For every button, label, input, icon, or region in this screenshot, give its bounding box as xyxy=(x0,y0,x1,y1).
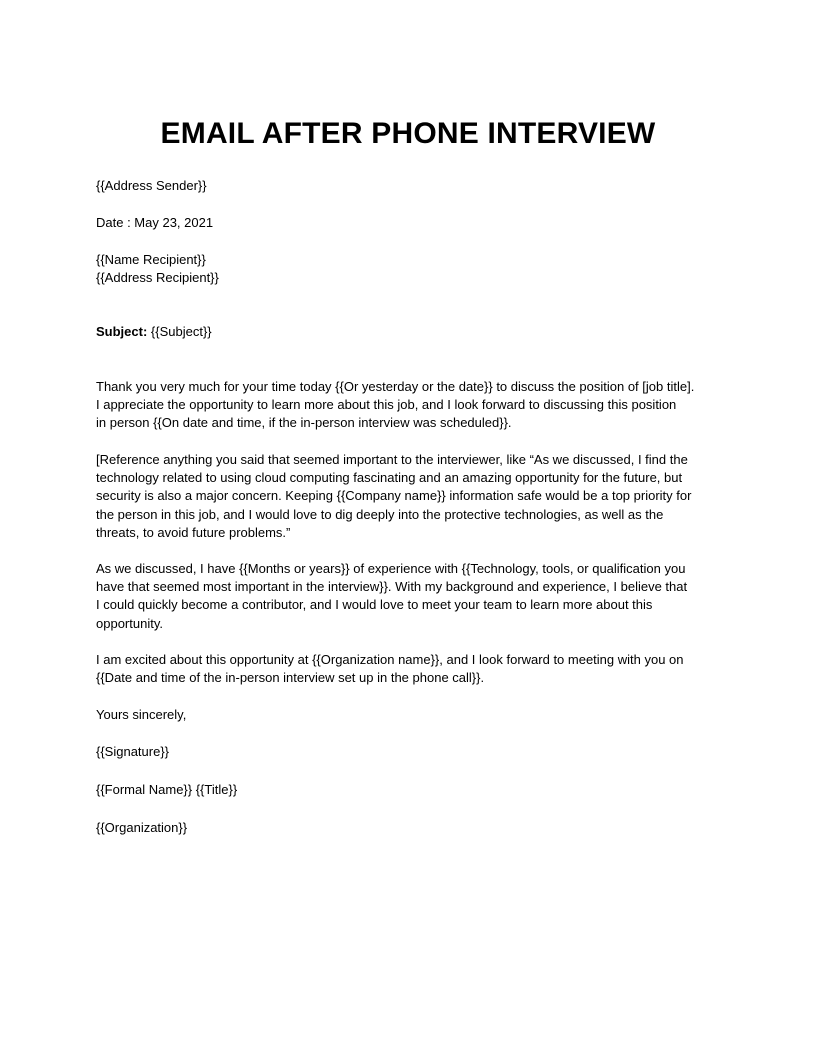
paragraph-1 xyxy=(96,378,736,433)
paragraph-4 xyxy=(96,651,736,687)
closing: Yours sincerely, xyxy=(96,707,187,722)
paragraph-line: opportunity. xyxy=(96,615,163,631)
paragraph-2 xyxy=(96,451,736,542)
address-sender: {{Address Sender}} xyxy=(96,178,207,193)
paragraph-line: As we discussed, I have {{Months or years}} of experience with {{Technology, tools, or qualification you xyxy=(96,561,686,576)
paragraph-line: [Reference anything you said that seemed important to the interviewer, like “As we discussed, I find the xyxy=(96,452,688,467)
subject-line xyxy=(96,323,736,341)
paragraph-line: have that seemed most important in the interview}}. With my background and experience, I believe that xyxy=(96,579,688,595)
paragraph-line: I am excited about this opportunity at {{Organization name}}, and I look forward to meeting with you on xyxy=(96,652,684,667)
paragraph-line: the person in this job, and I would love to dig deeply into the protective technologies, as well as the xyxy=(96,506,664,522)
formal-name-title: {{Formal Name}} {{Title}} xyxy=(96,782,238,797)
signature: {{Signature}} xyxy=(96,744,170,759)
paragraph-line: technology related to using cloud computing fascinating and an amazing opportunity for the future, but xyxy=(96,470,683,486)
paragraph-line: Thank you very much for your time today {{Or yesterday or the date}} to discuss the position of [job title]. xyxy=(96,379,695,394)
paragraph-line: {{Date and time of the in-person interview set up in the phone call}}. xyxy=(96,670,485,686)
name-recipient: {{Name Recipient}} xyxy=(96,252,206,267)
recipient-block xyxy=(96,251,736,287)
paragraph-line: in person {{On date and time, if the in-person interview was scheduled}}. xyxy=(96,415,512,431)
paragraph-line: I appreciate the opportunity to learn more about this job, and I look forward to discussing this position xyxy=(96,397,677,413)
paragraph-line: I could quickly become a contributor, and I would love to meet your team to learn more about this xyxy=(96,597,653,613)
paragraph-line: threats, to avoid future problems.” xyxy=(96,524,291,540)
paragraph-3 xyxy=(96,560,736,633)
subject-value: {{Subject}} xyxy=(147,324,212,339)
document-title: EMAIL AFTER PHONE INTERVIEW xyxy=(160,117,656,150)
organization: {{Organization}} xyxy=(96,820,188,835)
paragraph-line: security is also a major concern. Keeping {{Company name}} information safe would be a top priority for xyxy=(96,488,692,504)
address-recipient: {{Address Recipient}} xyxy=(96,270,219,286)
subject-label: Subject: xyxy=(96,324,148,339)
date-line: Date : May 23, 2021 xyxy=(96,215,214,230)
